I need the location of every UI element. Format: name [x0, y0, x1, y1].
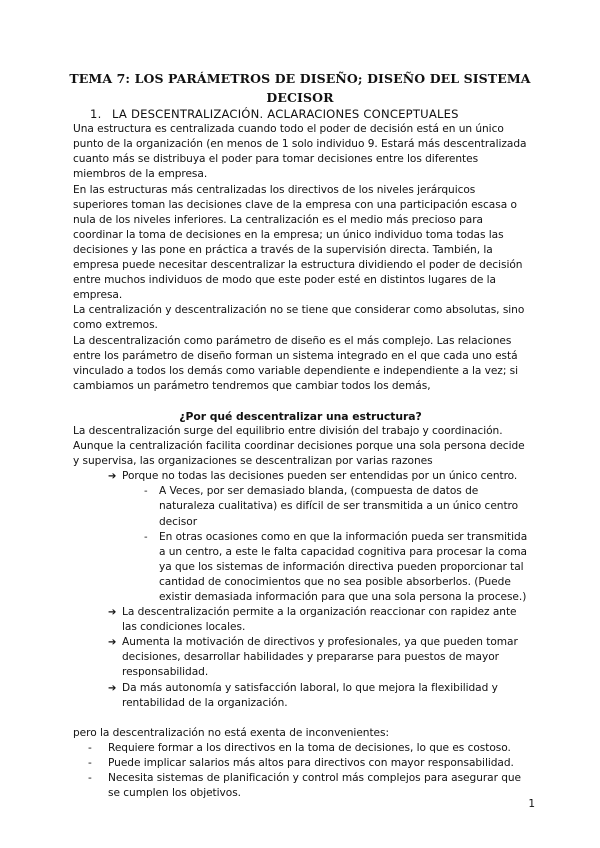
- list-item: [108, 469, 528, 605]
- paragraph: La descentralización surge del equilibrio entre división del trabajo y coordinación. Aunque la centralización facilita coordinar decisiones porque una sola persona decide y supervisa, las organizaciones se descentralizan por varias razones: [73, 424, 525, 468]
- list-item-text: En otras ocasiones como en que la información pueda ser transmitida a un centro, a este le falta capacidad cognitiva para procesar la coma ya que los sistemas de información directiva pueden proporcionar tal cantidad de conocimientos que no sea posible absorberlos. (Puede existir demasiada información para que una sola persona la procese.): [159, 530, 528, 604]
- page-number: 1: [528, 798, 535, 810]
- list-item: [108, 635, 528, 680]
- paragraph: pero la descentralización no está exenta de inconvenientes:: [73, 726, 390, 739]
- list-item-text: Da más autonomía y satisfacción laboral, lo que mejora la flexibilidad y rentabilidad de la organización.: [122, 681, 498, 709]
- dash-bullet: -: [144, 531, 148, 543]
- paragraph: Una estructura es centralizada cuando todo el poder de decisión está en un único punto de la organización (en menos de 1 solo individuo 9. Estará más descentralizada cuanto más se distribuya el poder para tomar decisiones entre los diferentes miembros de la empresa.: [73, 123, 527, 181]
- list-item-text: A Veces, por ser demasiado blanda, (compuesta de datos de naturaleza cualitativa) es difícil de ser transmitida a un único centro decisor: [159, 485, 519, 528]
- list-item-text: Puede implicar salarios más altos para directivos con mayor responsabilidad.: [108, 756, 514, 769]
- list-item: [88, 756, 528, 771]
- dash-bullet: -: [88, 741, 92, 754]
- dash-bullet: -: [88, 772, 92, 785]
- document-body: [73, 107, 528, 801]
- arrow-icon: ➔: [108, 607, 117, 619]
- list-item-text: Necesita sistemas de planificación y control más complejos para asegurar que se cumplen los objetivos.: [108, 772, 522, 800]
- section-heading: [90, 107, 528, 122]
- dash-bullet: -: [88, 756, 92, 769]
- paragraph: La descentralización como parámetro de diseño es el más complejo. Las relaciones entre los parámetro de diseño forman un sistema integrado en el que cada uno está vinculado a todos los demás como variable dependiente e independiente a la vez; si cambiamos un parámetro tendremos que cambiar todos los demás,: [73, 334, 519, 392]
- section-title: LA DESCENTRALIZACIÓN. ACLARACIONES CONCEPTUALES: [112, 107, 459, 121]
- list-item: [88, 741, 528, 756]
- dash-bullet: -: [144, 486, 148, 498]
- list-item-text: Porque no todas las decisiones pueden ser entendidas por un único centro.: [122, 470, 518, 483]
- list-item: [88, 771, 528, 801]
- sub-list: [122, 484, 528, 605]
- list-item: [144, 530, 528, 605]
- arrow-icon: ➔: [108, 471, 117, 483]
- list-item-text: La descentralización permite a la organización reaccionar con rapidez ante las condiciones locales.: [122, 606, 517, 634]
- reasons-list: [73, 469, 528, 711]
- arrow-icon: ➔: [108, 682, 117, 694]
- list-item: [108, 681, 528, 711]
- list-item: [108, 605, 528, 635]
- section-number: 1.: [90, 107, 102, 121]
- paragraph: En las estructuras más centralizadas los directivos de los niveles jerárquicos superiores toman las decisiones clave de la empresa con una participación escasa o nula de los niveles inferiores. La centralización es el medio más precioso para coordinar la toma de decisiones en la empresa; un único individuo toma todas las decisiones y las pone en práctica a través de la supervisión directa. También, la empresa puede necesitar descentralizar la estructura dividiendo el poder de decisión entre muchos individuos de modo que este poder esté en distintos lugares de la empresa.: [73, 183, 523, 302]
- paragraph: La centralización y descentralización no se tiene que considerar como absolutas, sino como extremos.: [73, 304, 525, 332]
- subheading: ¿Por qué descentralizar una estructura?: [179, 409, 422, 423]
- list-item-text: Requiere formar a los directivos en la toma de decisiones, lo que es costoso.: [108, 741, 511, 754]
- document-title: TEMA 7: LOS PARÁMETROS DE DISEÑO; DISEÑO DEL SISTEMA DECISOR: [69, 71, 531, 105]
- list-item: [144, 484, 528, 529]
- arrow-icon: ➔: [108, 637, 117, 649]
- drawbacks-list: [73, 741, 528, 801]
- list-item-text: Aumenta la motivación de directivos y profesionales, ya que pueden tomar decisiones, desarrollar habilidades y prepararse para puestos de mayor responsabilidad.: [122, 636, 518, 679]
